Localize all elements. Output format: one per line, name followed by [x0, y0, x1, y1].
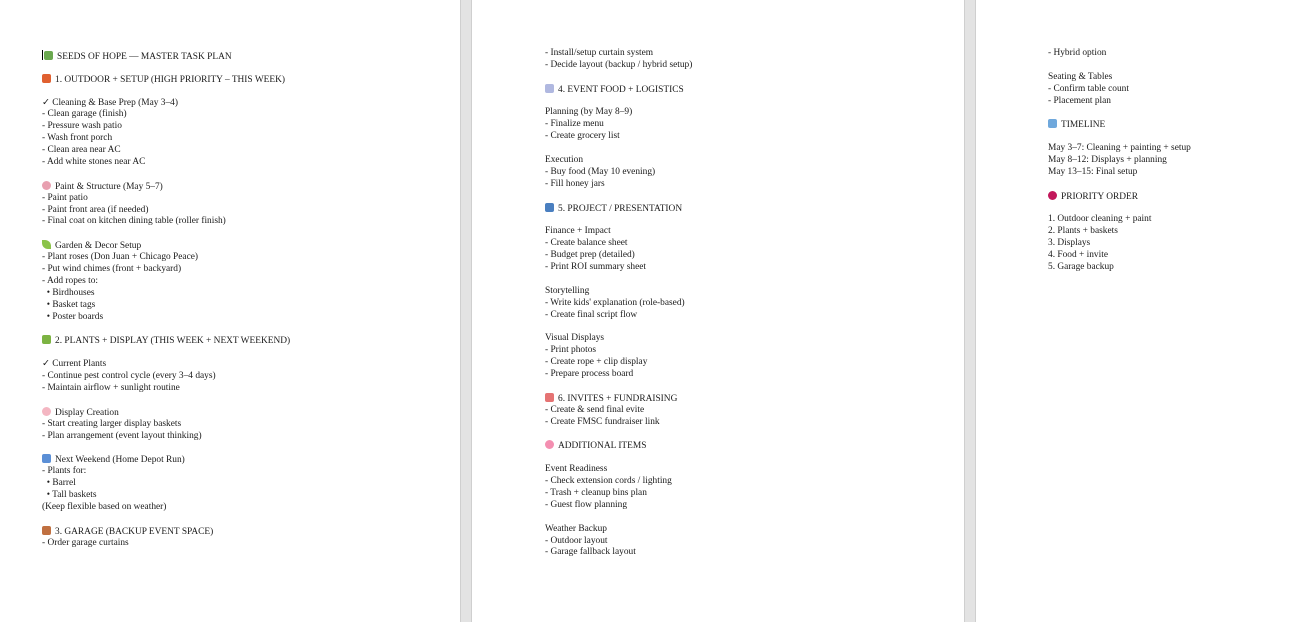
list-item: - Add white stones near AC: [42, 157, 146, 168]
plate-icon: [545, 84, 554, 93]
list-item: - Continue pest control cycle (every 3–4 days): [42, 371, 216, 382]
list-item: - Prepare process board: [545, 369, 634, 380]
subheading-planning: Planning (by May 8–9): [545, 107, 633, 118]
section-heading-priority: PRIORITY ORDER: [1048, 191, 1309, 203]
list-item: - Buy food (May 10 evening): [545, 166, 656, 177]
list-item: - Placement plan: [1048, 95, 1111, 106]
section-heading-plants: 2. PLANTS + DISPLAY (THIS WEEK + NEXT WEEKEND): [42, 335, 460, 347]
list-item: • Birdhouses: [42, 287, 95, 298]
section-heading-timeline: TIMELINE: [1048, 119, 1309, 131]
priority-item: 1. Outdoor cleaning + paint: [1048, 214, 1152, 225]
list-item: - Clean area near AC: [42, 145, 121, 156]
list-item: - Final coat on kitchen dining table (roller finish): [42, 216, 226, 227]
brick-icon: [42, 74, 51, 83]
document-page-1[interactable]: [0, 0, 460, 622]
subheading-paint: Paint & Structure (May 5–7): [42, 181, 460, 193]
list-item: - Hybrid option: [1048, 48, 1107, 58]
list-item: - Confirm table count: [1048, 83, 1129, 94]
target-icon: [1048, 191, 1057, 200]
list-item: • Barrel: [42, 478, 76, 489]
bar-chart-icon: [545, 203, 554, 212]
timeline-item: May 8–12: Displays + planning: [1048, 155, 1167, 166]
cart-icon: [42, 454, 51, 463]
list-item: - Create final script flow: [545, 309, 638, 320]
list-item: - Decide layout (backup / hybrid setup): [545, 59, 693, 70]
subheading-execution: Execution: [545, 155, 584, 166]
document-page-2[interactable]: [472, 0, 964, 622]
list-item: - Plant roses (Don Juan + Chicago Peace): [42, 252, 199, 263]
list-item: • Basket tags: [42, 299, 96, 310]
list-item: - Check extension cords / lighting: [545, 476, 672, 487]
flower-icon: [42, 407, 51, 416]
page-gap: [460, 0, 472, 622]
list-item: - Paint patio: [42, 192, 88, 203]
list-item: - Pressure wash patio: [42, 121, 122, 132]
subheading-storytelling: Storytelling: [545, 285, 590, 296]
text-cursor: [42, 50, 43, 60]
page-gap: [964, 0, 976, 622]
section-heading-garage: 3. GARAGE (BACKUP EVENT SPACE): [42, 526, 460, 538]
list-item: - Create FMSC fundraiser link: [545, 416, 660, 427]
priority-item: 2. Plants + baskets: [1048, 226, 1118, 237]
calendar-icon: [1048, 119, 1057, 128]
list-item: - Budget prep (detailed): [545, 250, 635, 261]
list-item: - Create rope + clip display: [545, 357, 648, 368]
list-item: - Plants for:: [42, 466, 87, 477]
list-item: - Print photos: [545, 345, 597, 356]
house-icon: [42, 526, 51, 535]
subheading-visual: Visual Displays: [545, 333, 605, 344]
list-item: - Add ropes to:: [42, 275, 98, 286]
list-item: - Create balance sheet: [545, 238, 628, 249]
subheading-seating: Seating & Tables: [1048, 71, 1113, 82]
list-item: - Create & send final evite: [545, 404, 645, 415]
list-item: - Wash front porch: [42, 133, 113, 144]
subheading-cleaning: ✓ Cleaning & Base Prep (May 3–4): [42, 97, 178, 108]
list-item: - Print ROI summary sheet: [545, 262, 647, 273]
list-item: - Write kids' explanation (role-based): [545, 297, 685, 308]
subheading-finance: Finance + Impact: [545, 226, 611, 237]
subheading-next-weekend: Next Weekend (Home Depot Run): [42, 454, 460, 466]
list-item: - Order garage curtains: [42, 537, 129, 548]
list-item: - Create grocery list: [545, 131, 620, 142]
priority-item: 3. Displays: [1048, 238, 1091, 249]
list-item: - Outdoor layout: [545, 535, 608, 546]
subheading-garden: Garden & Decor Setup: [42, 240, 460, 252]
list-item: (Keep flexible based on weather): [42, 501, 167, 512]
list-item: • Tall baskets: [42, 489, 97, 500]
envelope-icon: [545, 393, 554, 402]
list-item: - Clean garage (finish): [42, 109, 127, 120]
palette-icon: [42, 181, 51, 190]
document-title: SEEDS OF HOPE — MASTER TASK PLAN: [42, 50, 460, 62]
timeline-item: May 3–7: Cleaning + painting + setup: [1048, 143, 1191, 154]
section-heading-invites: 6. INVITES + FUNDRAISING: [545, 393, 964, 405]
subheading-current-plants: ✓ Current Plants: [42, 359, 107, 370]
subheading-readiness: Event Readiness: [545, 464, 608, 475]
list-item: - Trash + cleanup bins plan: [545, 487, 647, 498]
subheading-weather: Weather Backup: [545, 523, 607, 534]
section-heading-food: 4. EVENT FOOD + LOGISTICS: [545, 84, 964, 96]
list-item: - Maintain airflow + sunlight routine: [42, 382, 180, 393]
list-item: - Fill honey jars: [545, 178, 605, 189]
potted-plant-icon: [42, 335, 51, 344]
list-item: - Install/setup curtain system: [545, 48, 654, 58]
section-heading-additional: ADDITIONAL ITEMS: [545, 440, 964, 452]
subheading-display: Display Creation: [42, 407, 460, 419]
list-item: - Paint front area (if needed): [42, 204, 149, 215]
document-page-3[interactable]: [976, 0, 1309, 622]
priority-item: 5. Garage backup: [1048, 262, 1114, 273]
priority-item: 4. Food + invite: [1048, 250, 1108, 261]
list-item: - Finalize menu: [545, 119, 604, 130]
section-heading-outdoor: 1. OUTDOOR + SETUP (HIGH PRIORITY – THIS WEEK): [42, 74, 460, 86]
section-heading-project: 5. PROJECT / PRESENTATION: [545, 203, 964, 215]
list-item: - Put wind chimes (front + backyard): [42, 264, 182, 275]
list-item: - Guest flow planning: [545, 499, 628, 510]
list-item: • Poster boards: [42, 311, 104, 322]
timeline-item: May 13–15: Final setup: [1048, 166, 1138, 177]
list-item: - Start creating larger display baskets: [42, 418, 182, 429]
brain-icon: [545, 440, 554, 449]
leaf-icon: [42, 240, 51, 249]
sprout-icon: [44, 51, 53, 60]
list-item: - Garage fallback layout: [545, 547, 636, 558]
list-item: - Plan arrangement (event layout thinking): [42, 430, 202, 441]
